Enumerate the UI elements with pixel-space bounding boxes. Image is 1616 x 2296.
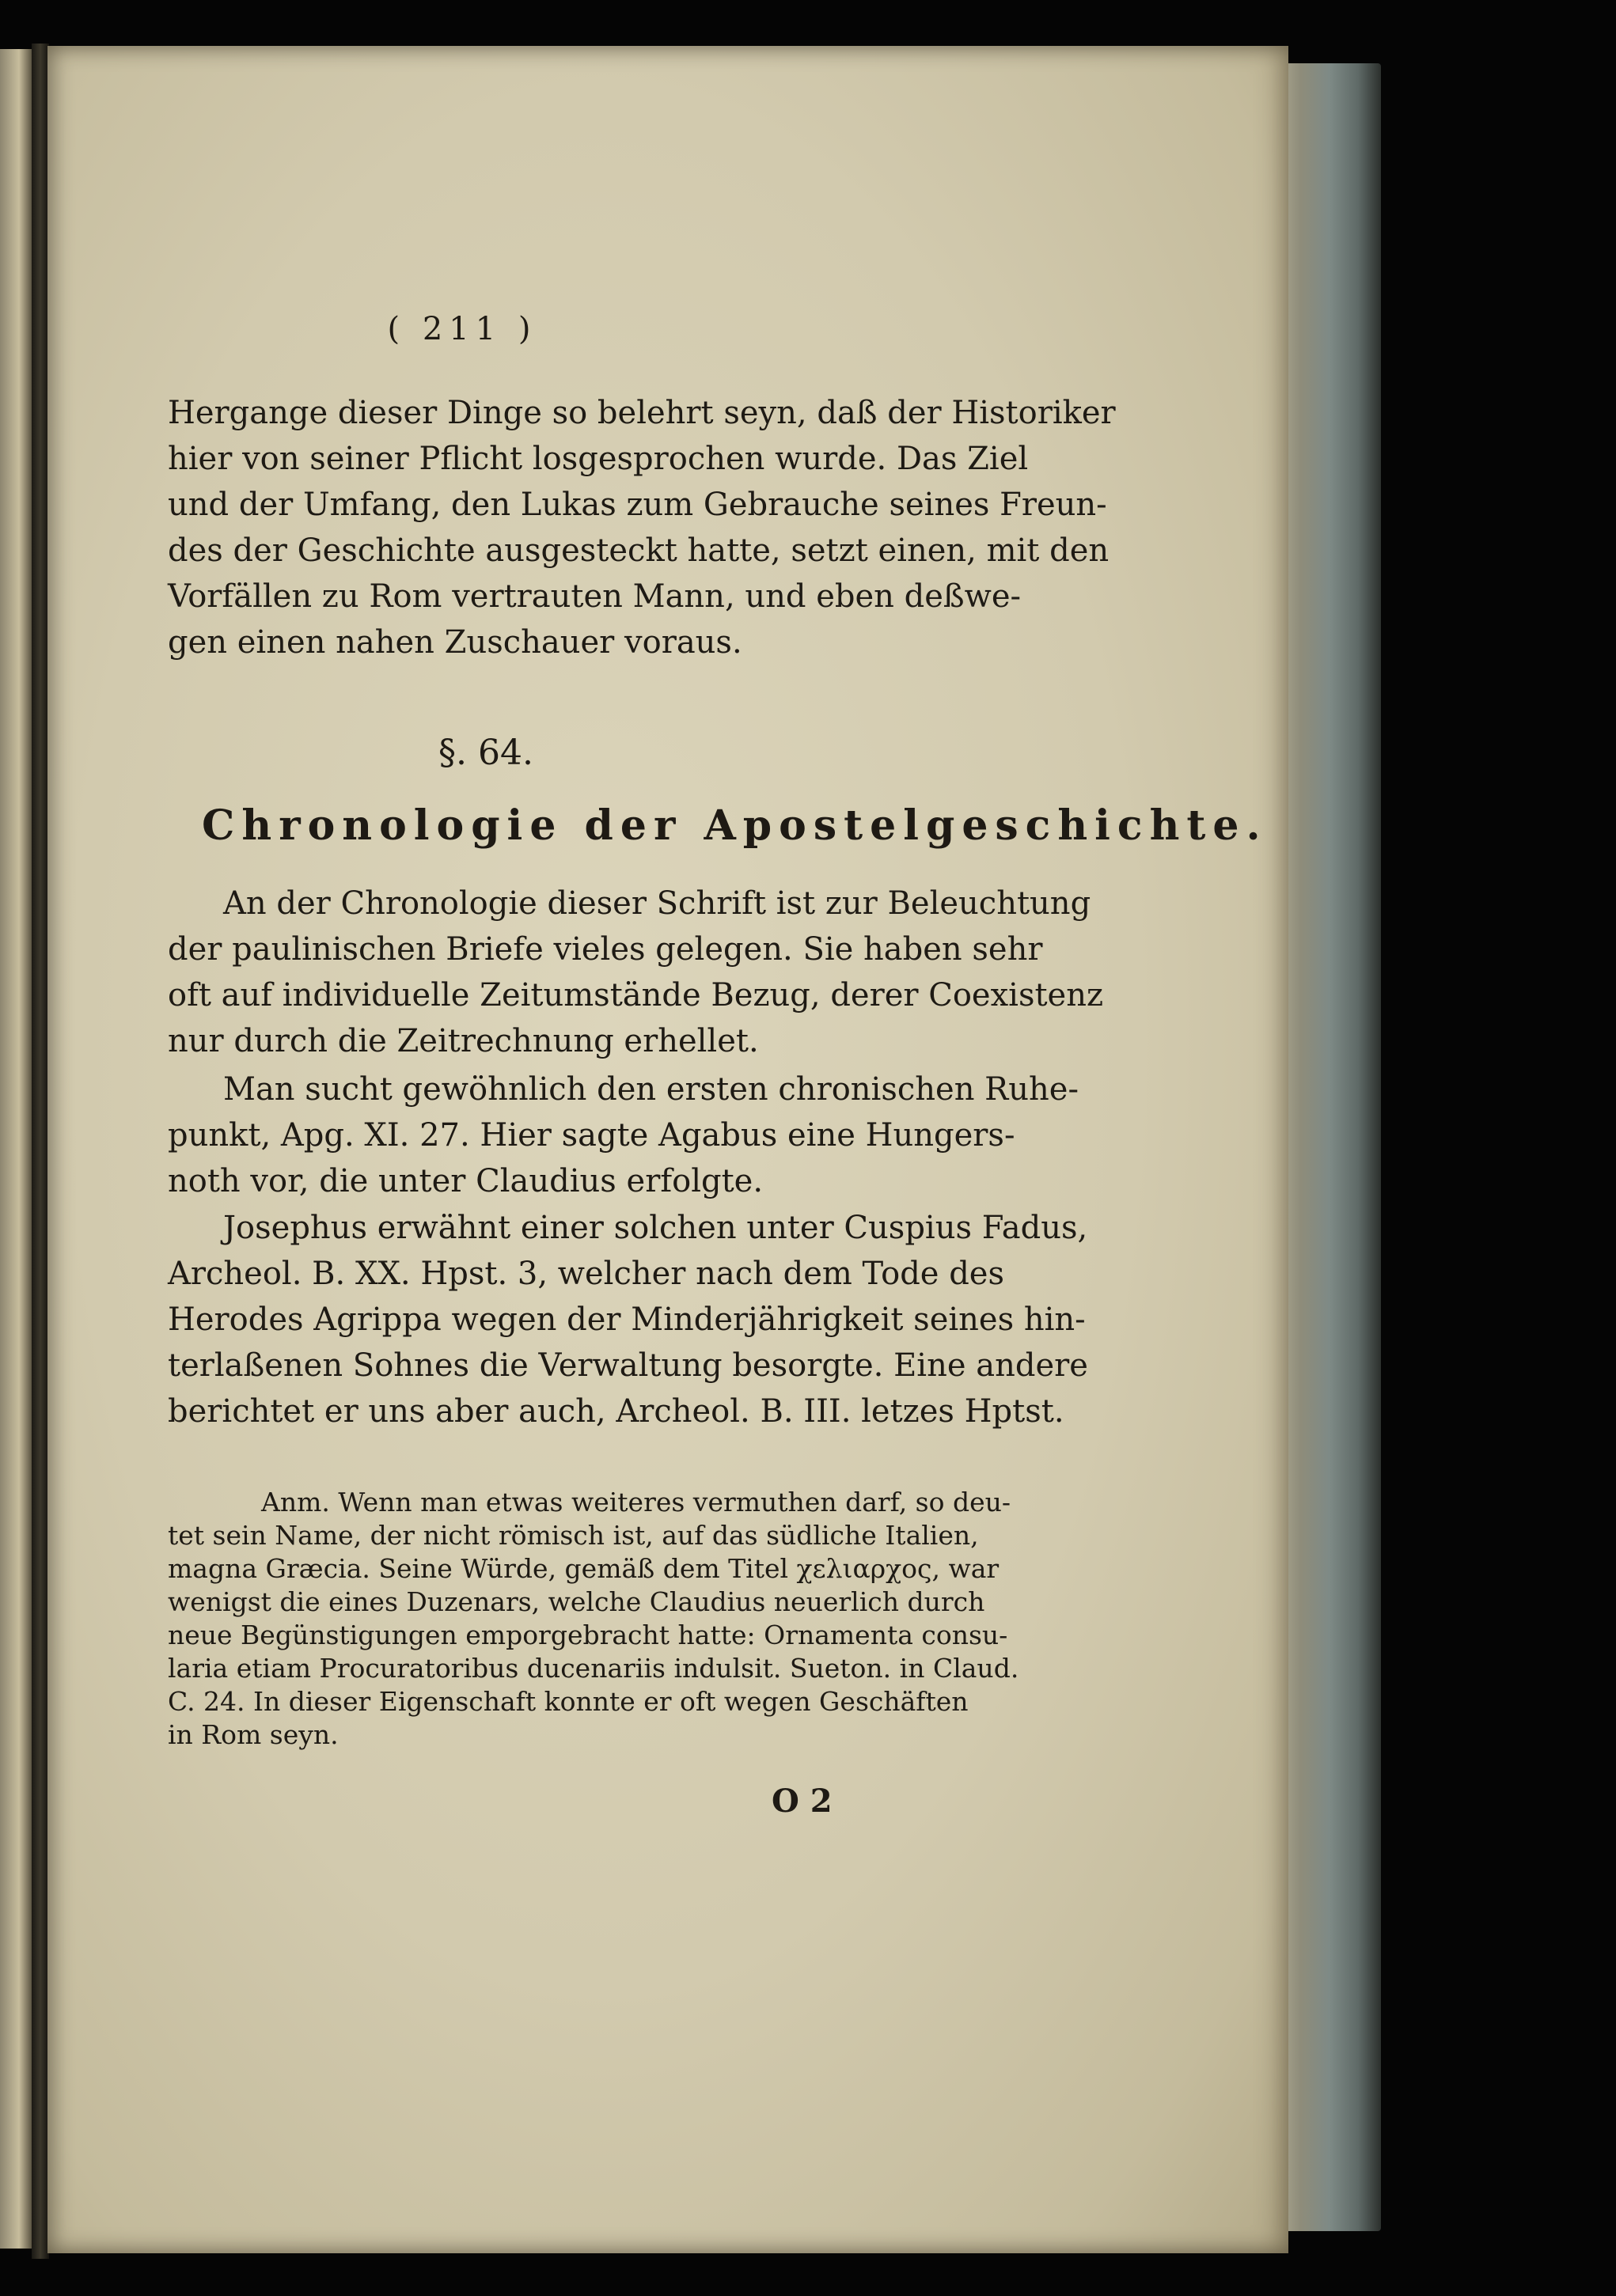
text-line: gen einen nahen Zuschauer voraus. (168, 624, 742, 661)
text-line: Vorfällen zu Rom vertrauten Mann, und eben deßwe- (168, 578, 1022, 615)
note-line: C. 24. In dieser Eigenschaft konnte er oft wegen Geschäften (168, 1686, 969, 1717)
text-line: des der Geschichte ausgesteckt hatte, setzt einen, mit den (168, 532, 1110, 569)
text-line: Josephus erwähnt einer solchen unter Cuspius Fadus, (223, 1210, 1088, 1246)
text-line: berichtet er uns aber auch, Archeol. B. III. letzes Hptst. (168, 1393, 1064, 1430)
section-mark: §. 64. (438, 733, 533, 773)
text-line: oft auf individuelle Zeitumstände Bezug, derer Coexistenz (168, 977, 1104, 1013)
note-line: Anm. Wenn man etwas weiteres vermuthen darf, so deu- (261, 1487, 1011, 1517)
paragraph-3 (168, 1205, 1088, 1434)
note-line: in Rom seyn. (168, 1719, 339, 1750)
note-line: neue Begünstigungen emporgebracht hatte: Ornamenta consu- (168, 1620, 1008, 1650)
text-line: terlaßenen Sohnes die Verwaltung besorgte. Eine andere (168, 1347, 1088, 1384)
book-gutter (32, 44, 49, 2259)
signature-mark: O 2 (772, 1783, 833, 1820)
text-line: hier von seiner Pflicht losgesprochen wurde. Das Ziel (168, 441, 1029, 477)
text-line: punkt, Apg. XI. 27. Hier sagte Agabus eine Hungers- (168, 1117, 1015, 1154)
text-line: An der Chronologie dieser Schrift ist zur Beleuchtung (223, 885, 1091, 922)
note-line: magna Græcia. Seine Würde, gemäß dem Titel χελιαρχος, war (168, 1553, 1000, 1584)
note-line: tet sein Name, der nicht römisch ist, auf das südliche Italien, (168, 1520, 979, 1551)
facing-page-edge (0, 49, 32, 2249)
page-number: ( 211 ) (387, 311, 537, 347)
intro-paragraph (168, 390, 1116, 665)
note-line: wenigst die eines Duzenars, welche Claudius neuerlich durch (168, 1586, 985, 1617)
paragraph-2 (168, 1067, 1079, 1204)
text-line: Herodes Agrippa wegen der Minderjährigkeit seines hin- (168, 1301, 1086, 1338)
book-page (47, 46, 1288, 2253)
text-line: Hergange dieser Dinge so belehrt seyn, daß der Historiker (168, 395, 1116, 431)
text-line: Man sucht gewöhnlich den ersten chronischen Ruhe- (223, 1071, 1079, 1108)
text-line: nur durch die Zeitrechnung erhellet. (168, 1023, 759, 1059)
paragraph-1 (168, 881, 1104, 1064)
text-line: Archeol. B. XX. Hpst. 3, welcher nach dem Tode des (168, 1256, 1004, 1292)
footnote (168, 1486, 1070, 1752)
note-line: laria etiam Procuratoribus ducenariis indulsit. Sueton. in Claud. (168, 1653, 1019, 1684)
text-line: und der Umfang, den Lukas zum Gebrauche seines Freun- (168, 487, 1107, 523)
text-line: noth vor, die unter Claudius erfolgte. (168, 1163, 764, 1199)
section-title: Chronologie der Apostelgeschichte. (202, 801, 1268, 850)
text-line: der paulinischen Briefe vieles gelegen. Sie haben sehr (168, 931, 1043, 968)
